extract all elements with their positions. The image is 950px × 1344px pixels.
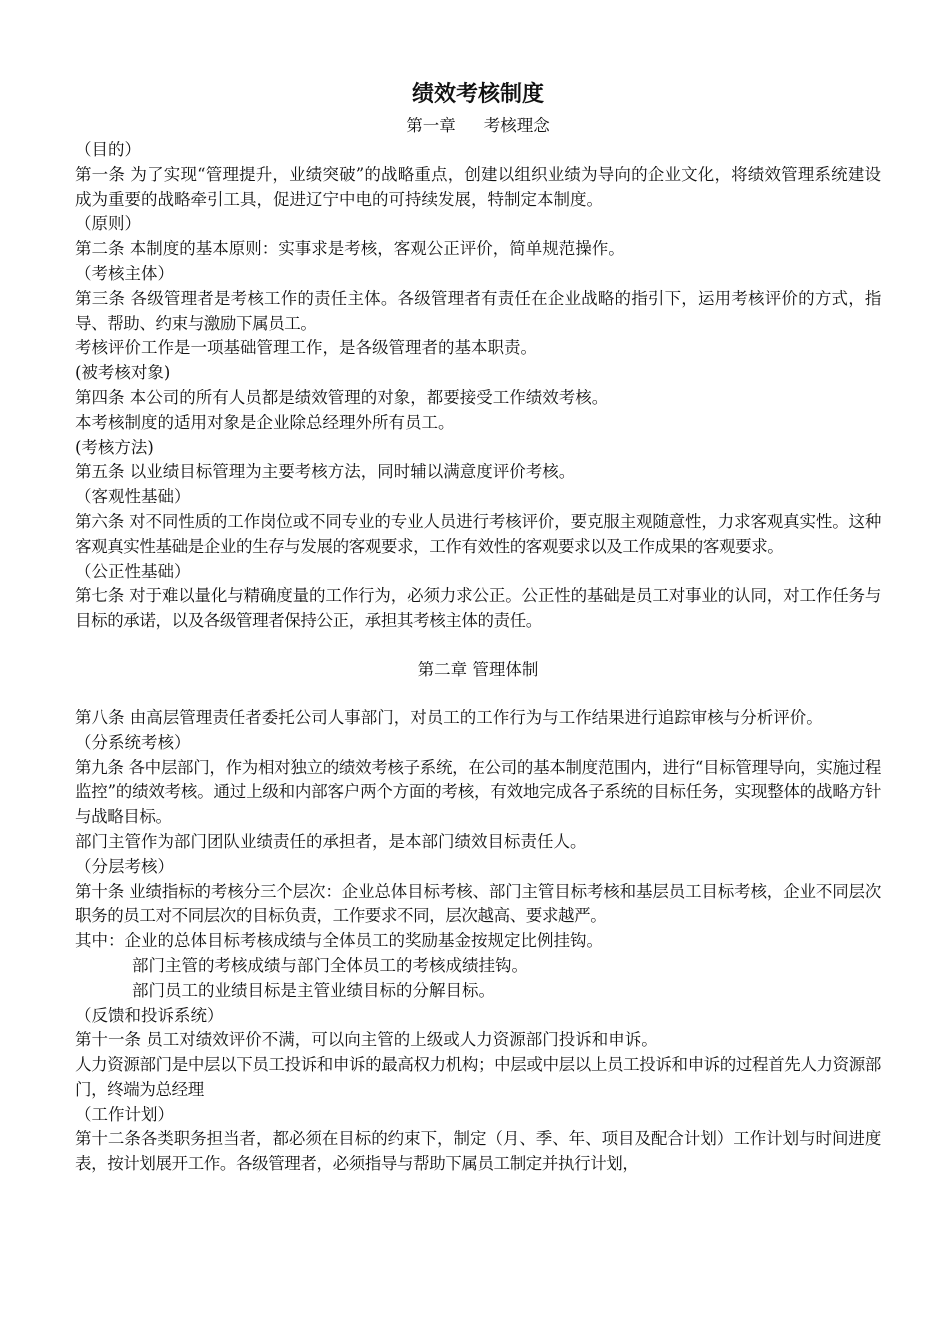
section-label-assessment-subject: （考核主体） — [75, 263, 174, 283]
chapter-1-number: 第一章 — [406, 116, 456, 135]
article-6: 第六条 对不同性质的工作岗位或不同专业的专业人员进行考核评价，要克服主观随意性，力求客观真实性。这种客观真实性基础是企业的生存与发展的客观要求，工作有效性的客观要求以及工作成果的客观要求。 — [75, 511, 881, 556]
article-1: 第一条 为了实现“管理提升，业绩突破”的战略重点，创建以组织业绩为导向的企业文化，将绩效管理系统建设成为重要的战略牵引工具，促进辽宁中电的可持续发展，特制定本制度。 — [75, 164, 881, 209]
paragraph: 人力资源部门是中层以下员工投诉和申诉的最高权力机构；中层或中层以上员工投诉和申诉的过程首先人力资源部门，终端为总经理 — [75, 1055, 881, 1099]
section-label-layered-assessment: （分层考核） — [75, 856, 174, 876]
chapter-1-heading — [75, 114, 881, 138]
chapter-1-name: 考核理念 — [483, 116, 550, 135]
paragraph: 部门主管作为部门团队业绩责任的承担者，是本部门绩效目标责任人。 — [75, 831, 587, 851]
section-label-principle: （原则） — [75, 214, 141, 234]
spacer — [75, 634, 881, 658]
section-label-assessed-objects: (被考核对象) — [75, 363, 171, 383]
section-label-work-plan: （工作计划） — [75, 1104, 174, 1124]
article-7: 第七条 对于难以量化与精确度量的工作行为，必须力求公正。公正性的基础是员工对事业的认同，对工作任务与目标的承诺，以及各级管理者保持公正，承担其考核主体的责任。 — [75, 586, 881, 631]
paragraph-indented: 部门主管的考核成绩与部门全体员工的考核成绩挂钩。 — [132, 955, 528, 975]
paragraph: 本考核制度的适用对象是企业除总经理外所有员工。 — [75, 412, 455, 432]
article-8: 第八条 由高层管理责任者委托公司人事部门，对员工的工作行为与工作结果进行追踪审核与分析评价。 — [75, 707, 823, 727]
document-page — [75, 80, 881, 1177]
section-label-assessment-method: (考核方法) — [75, 437, 154, 457]
section-label-subsystem-assessment: （分系统考核） — [75, 732, 191, 752]
section-label-objectivity: （客观性基础） — [75, 487, 191, 507]
article-3: 第三条 各级管理者是考核工作的责任主体。各级管理者有责任在企业战略的指引下，运用考核评价的方式，指导、帮助、约束与激励下属员工。 — [75, 288, 881, 333]
article-4: 第四条 本公司的所有人员都是绩效管理的对象，都要接受工作绩效考核。 — [75, 387, 609, 407]
section-label-fairness: （公正性基础） — [75, 561, 191, 581]
article-11: 第十一条 员工对绩效评价不满，可以向主管的上级或人力资源部门投诉和申诉。 — [75, 1030, 658, 1050]
chapter-2-heading: 第二章 管理体制 — [417, 659, 539, 679]
paragraph: 其中：企业的总体目标考核成绩与全体员工的奖励基金按规定比例挂钩。 — [75, 931, 603, 951]
article-12: 第十二条各类职务担当者，都必须在目标的约束下，制定（月、季、年、项目及配合计划）工作计划与时间进度表，按计划展开工作。各级管理者，必须指导与帮助下属员工制定并执行计划， — [75, 1129, 881, 1174]
paragraph: 考核评价工作是一项基础管理工作，是各级管理者的基本职责。 — [75, 338, 537, 358]
article-10: 第十条 业绩指标的考核分三个层次：企业总体目标考核、部门主管目标考核和基层员工目标考核，企业不同层次职务的员工对不同层次的目标负责，工作要求不同，层次越高、要求越严。 — [75, 881, 881, 926]
article-2: 第二条 本制度的基本原则：实事求是考核，客观公正评价，简单规范操作。 — [75, 239, 625, 259]
article-9: 第九条 各中层部门，作为相对独立的绩效考核子系统，在公司的基本制度范围内，进行“目标管理导向，实施过程监控”的绩效考核。通过上级和内部客户两个方面的考核，有效地完成各子系统的目标任务，实现整体的战略方针与战略目标。 — [75, 757, 881, 827]
section-label-purpose: （目的） — [75, 140, 141, 159]
section-label-feedback-system: （反馈和投诉系统） — [75, 1005, 224, 1025]
spacer — [75, 682, 881, 706]
paragraph-indented: 部门员工的业绩目标是主管业绩目标的分解目标。 — [132, 980, 495, 1000]
article-5: 第五条 以业绩目标管理为主要考核方法，同时辅以满意度评价考核。 — [75, 462, 576, 482]
document-title: 绩效考核制度 — [411, 82, 544, 107]
